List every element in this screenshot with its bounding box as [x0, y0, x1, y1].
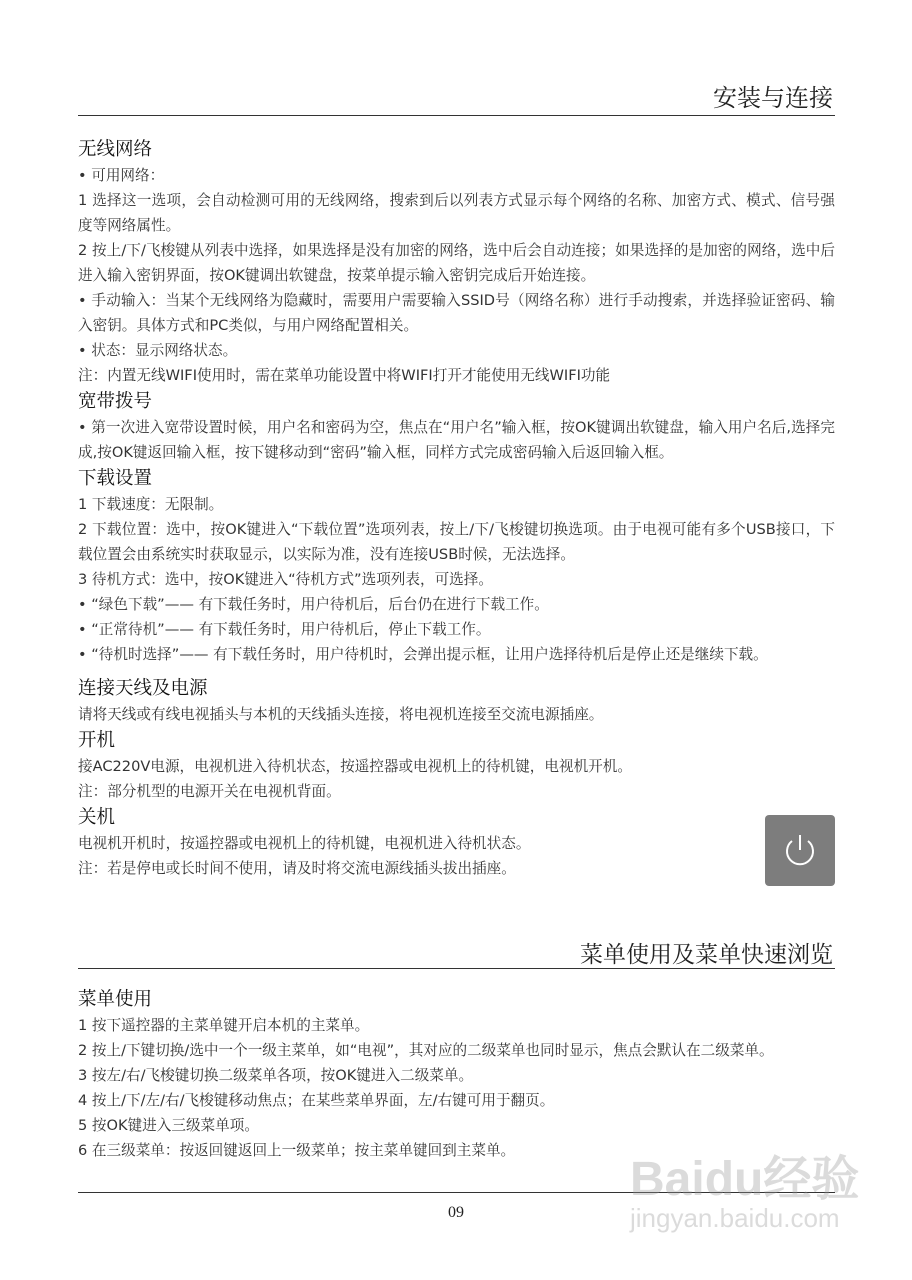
section-power-off — [78, 804, 835, 881]
paragraph: 注：部分机型的电源开关在电视机背面。 — [78, 783, 341, 800]
section-heading: 宽带拨号 — [78, 391, 153, 412]
paragraph: 请将天线或有线电视插头与本机的天线插头连接，将电视机连接至交流电源插座。 — [78, 706, 604, 723]
section-heading: 关机 — [78, 807, 116, 828]
paragraph: • 手动输入：当某个无线网络为隐藏时，需要用户需要输入SSID号（网络名称）进行手动搜索，并选择验证密码、输入密钥。具体方式和PC类似，与用户网络配置相关。 — [78, 292, 835, 334]
paragraph: • 第一次进入宽带设置时候，用户名和密码为空，焦点在“用户名”输入框，按OK键调出软键盘，输入用户名后,选择完成,按OK键返回输入框，按下键移动到“密码”输入框，同样方式完成密码输入后返回输入框。 — [78, 419, 835, 461]
paragraph: 3 待机方式：选中，按OK键进入“待机方式”选项列表，可选择。 — [78, 571, 493, 588]
paragraph: 1 按下遥控器的主菜单键开启本机的主菜单。 — [78, 1017, 370, 1034]
paragraph: • “绿色下载”—— 有下载任务时，用户待机后，后台仍在进行下载工作。 — [78, 596, 549, 613]
paragraph: 2 下载位置：选中，按OK键进入“下载位置”选项列表，按上/下/飞梭键切换选项。由于电视可能有多个USB接口，下载位置会由系统实时获取显示，以实际为准，没有连接USB时候，无法选择。 — [78, 521, 835, 563]
paragraph: 1 下载速度：无限制。 — [78, 496, 224, 513]
baidu-watermark — [630, 1140, 910, 1270]
section-heading: 无线网络 — [78, 139, 153, 160]
section-heading: 开机 — [78, 730, 116, 751]
paragraph: • “正常待机”—— 有下载任务时，用户待机后，停止下载工作。 — [78, 621, 491, 638]
paragraph: 2 按上/下/飞梭键从列表中选择，如果选择是没有加密的网络，选中后会自动连接；如果选择的是加密的网络，选中后进入输入密钥界面，按OK键调出软键盘，按菜单提示输入密钥完成后开始连接。 — [78, 242, 835, 284]
section-broadband — [78, 388, 835, 465]
paragraph: 2 按上/下键切换/选中一个一级主菜单，如“电视”，其对应的二级菜单也同时显示，焦点会默认在二级菜单。 — [78, 1042, 774, 1059]
section-wireless — [78, 136, 835, 388]
watermark-logo: Baidu经验 — [630, 1153, 860, 1206]
paragraph: 注：内置无线WIFI使用时，需在菜单功能设置中将WIFI打开才能使用无线WIFI功能 — [78, 367, 611, 384]
menu-usage-content — [78, 986, 835, 1163]
page-number: 09 — [448, 1204, 464, 1221]
watermark-url: jingyan.baidu.com — [630, 1203, 840, 1233]
paragraph: 电视机开机时，按遥控器或电视机上的待机键，电视机进入待机状态。 — [78, 835, 531, 852]
section-heading: 下载设置 — [78, 468, 153, 489]
paragraph: • 可用网络： — [78, 167, 165, 184]
power-icon — [782, 832, 818, 870]
paragraph: 4 按上/下/左/右/飞梭键移动焦点；在某些菜单界面，左/右键可用于翻页。 — [78, 1092, 555, 1109]
section-download — [78, 465, 835, 667]
paragraph: 接AC220V电源，电视机进入待机状态，按遥控器或电视机上的待机键，电视机开机。 — [78, 758, 632, 775]
paragraph: 6 在三级菜单：按返回键返回上一级菜单；按主菜单键回到主菜单。 — [78, 1142, 516, 1159]
section-antenna-power — [78, 675, 835, 727]
menu-section-header — [78, 936, 835, 969]
section-power-on — [78, 727, 835, 804]
section-heading: 连接天线及电源 — [78, 678, 208, 699]
power-button-illustration — [765, 815, 835, 886]
paragraph: • “待机时选择”—— 有下载任务时，用户待机时，会弹出提示框，让用户选择待机后是停止还是继续下载。 — [78, 646, 768, 663]
menu-section-title: 菜单使用及菜单快速浏览 — [580, 942, 833, 968]
paragraph: 注：若是停电或长时间不使用，请及时将交流电源线插头拔出插座。 — [78, 860, 516, 877]
paragraph: • 状态：显示网络状态。 — [78, 342, 238, 359]
paragraph: 1 选择这一选项，会自动检测可用的无线网络，搜索到后以列表方式显示每个网络的名称、加密方式、模式、信号强度等网络属性。 — [78, 192, 835, 234]
page-header — [78, 76, 835, 116]
page-header-title: 安装与连接 — [713, 84, 833, 112]
section-heading: 菜单使用 — [78, 989, 153, 1010]
install-connect-content — [78, 136, 835, 881]
paragraph: 5 按OK键进入三级菜单项。 — [78, 1117, 259, 1134]
paragraph: 3 按左/右/飞梭键切换二级菜单各项，按OK键进入二级菜单。 — [78, 1067, 474, 1084]
